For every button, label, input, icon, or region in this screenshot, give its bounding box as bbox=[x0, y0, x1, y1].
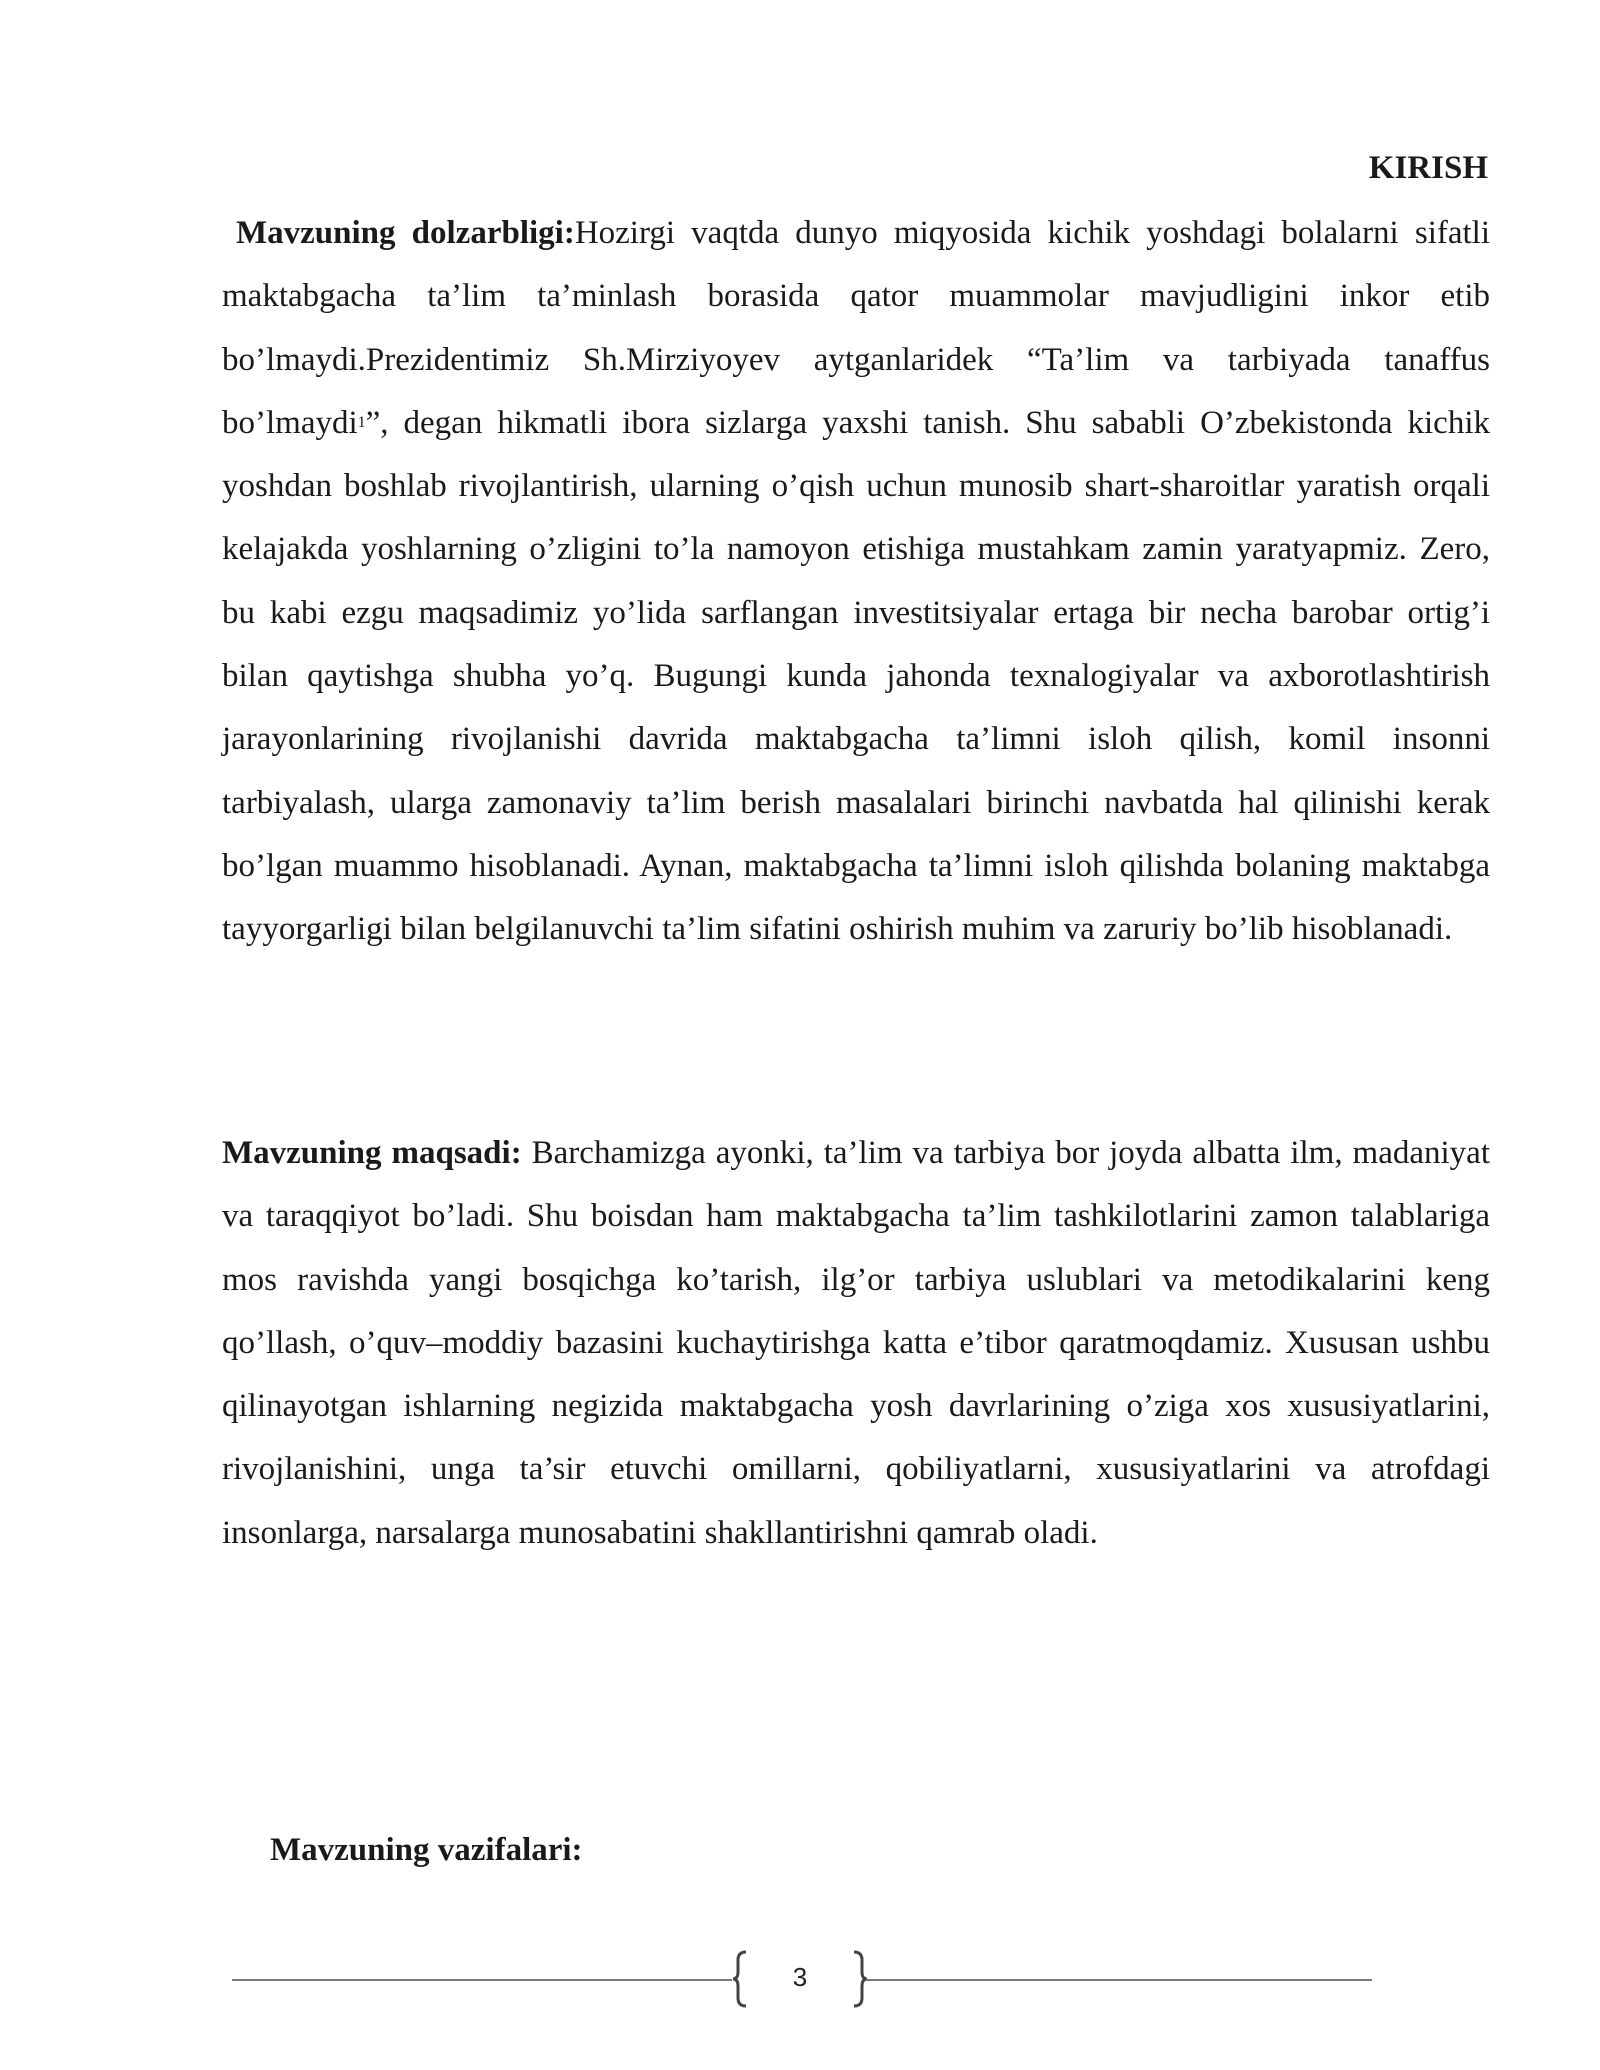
footer-bracket-left-icon bbox=[730, 1950, 752, 2008]
page-number: 3 bbox=[792, 1962, 808, 1992]
relevance-text-part2: ”, degan hikmatli ibora sizlarga yaxshi tanish. Shu sababli O’zbekistonda kichik yoshdan boshlab rivojlantirish, ularning o’qish uchun munosib shart-sharoitlar yaratish orqali kelajakda yoshlarning o’zligini to’la namoyon etishiga mustahkam zamin yaratyapmiz. Zero, bu kabi ezgu maqsadimiz yo’lida sarflangan investitsiyalar ertaga bir necha barobar ortig’i bilan qaytishga shubha yo’q. Bugungi kunda jahonda texnalogiyalar va axborotlashtirish jarayonlarining rivojlanishi davrida maktabgacha ta’limni isloh qilish, komil insonni tarbiyalash, ularga zamonaviy ta’lim berish masalalari birinchi navbatda hal qilinishi kerak bo’lgan muammo hisoblanadi. Aynan, maktabgacha ta’limni isloh qilishda bolaning maktabga tayyorgarligi bilan belgilanuvchi ta’lim sifatini oshirish muhim va zaruriy bo’lib hisoblanadi. bbox=[222, 404, 1490, 948]
paragraph-relevance bbox=[222, 202, 1490, 962]
footer-rule-left bbox=[232, 1979, 732, 1981]
tasks-heading: Mavzuning vazifalari: bbox=[270, 1832, 583, 1868]
footnote-mark[interactable]: 1 bbox=[357, 413, 366, 431]
purpose-text: Barchamizga ayonki, ta’lim va tarbiya bor joyda albatta ilm, madaniyat va taraqqiyot bo’ladi. Shu boisdan ham maktabgacha ta’lim tashkilotlarini zamon talablariga mos ravishda yangi bosqichga ko’tarish, ilg’or tarbiya uslublari va metodikalarini keng qo’llash, o’quv–moddiy bazasini kuchaytirishga katta e’tibor qaratmoqdamiz. Xususan ushbu qilinayotgan ishlarning negizida maktabgacha yosh davrlarining o’ziga xos xususiyatlarini, rivojlanishini, unga ta’sir etuvchi omillarni, qobiliyatlarni, xususiyatlarini va atrofdagi insonlarga, narsalarga munosabatini shakllantirishni qamrab oladi. bbox=[222, 1135, 1490, 1551]
relevance-text-part1: Hozirgi vaqtda dunyo miqyosida kichik yoshdagi bolalarni sifatli maktabgacha ta’lim ta’minlash borasida qator muammolar mavjudligini inkor etib bo’lmaydi.Prezidentimiz Sh.Mirziyoyev aytganlaridek “Ta’lim va tarbiyada tanaffus bo’lmaydi bbox=[222, 215, 1491, 441]
purpose-label: Mavzuning maqsadi: bbox=[222, 1135, 522, 1171]
footer-rule-right bbox=[866, 1979, 1372, 1981]
relevance-label: Mavzuning dolzarbligi: bbox=[236, 215, 575, 251]
page-title: KIRISH bbox=[1368, 150, 1488, 186]
paragraph-purpose bbox=[222, 1122, 1490, 1565]
